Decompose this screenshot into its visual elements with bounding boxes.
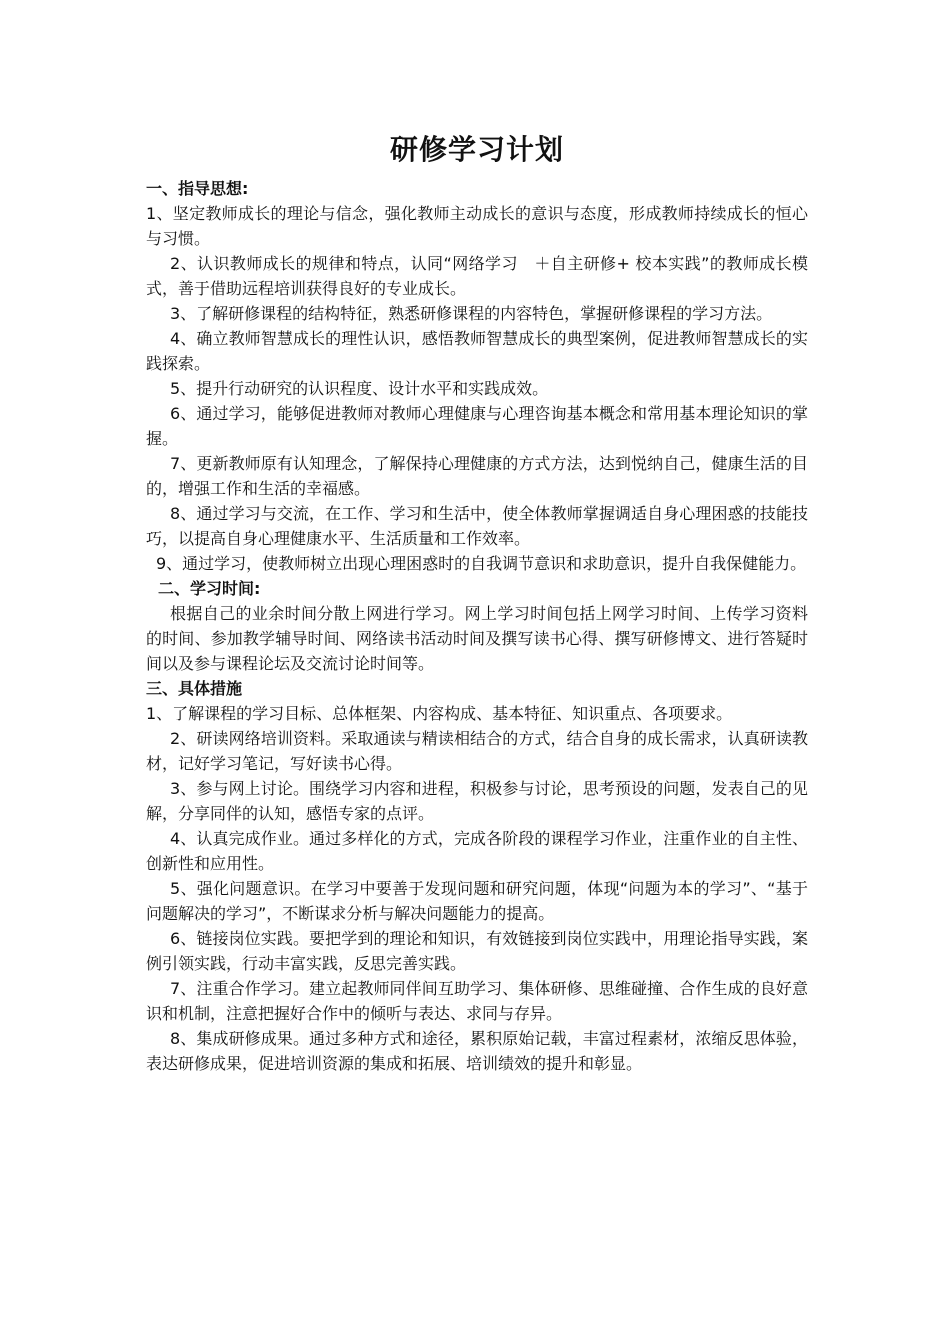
section-guiding-ideas [146, 176, 808, 576]
paragraph: 8、通过学习与交流，在工作、学习和生活中，使全体教师掌握调适自身心理困惑的技能技巧，以提高自身心理健康水平、生活质量和工作效率。 [146, 504, 808, 548]
paragraph: 5、提升行动研究的认识程度、设计水平和实践成效。 [170, 379, 549, 398]
section-heading: 三、具体措施 [146, 679, 243, 698]
section-heading: 二、学习时间: [158, 579, 261, 598]
paragraph: 7、更新教师原有认知理念，了解保持心理健康的方式方法，达到悦纳自己，健康生活的目的，增强工作和生活的幸福感。 [146, 454, 808, 498]
section-study-time [146, 576, 808, 676]
document-page [146, 128, 808, 1076]
paragraph: 8、集成研修成果。通过多种方式和途径，累积原始记载，丰富过程素材，浓缩反思体验，表达研修成果，促进培训资源的集成和拓展、培训绩效的提升和彰显。 [146, 1029, 808, 1073]
paragraph: 1、了解课程的学习目标、总体框架、内容构成、基本特征、知识重点、各项要求。 [146, 704, 733, 723]
paragraph: 7、注重合作学习。建立起教师同伴间互助学习、集体研修、思维碰撞、合作生成的良好意识和机制，注意把握好合作中的倾听与表达、求同与存异。 [146, 979, 808, 1023]
section-heading: 一、指导思想: [146, 179, 249, 198]
paragraph: 4、认真完成作业。通过多样化的方式，完成各阶段的课程学习作业，注重作业的自主性、创新性和应用性。 [146, 829, 808, 873]
paragraph: 1、坚定教师成长的理论与信念，强化教师主动成长的意识与态度，形成教师持续成长的恒心与习惯。 [146, 204, 808, 248]
section-measures [146, 676, 808, 1076]
paragraph: 2、认识教师成长的规律和特点，认同“网络学习 ＋自主研修+ 校本实践”的教师成长模式，善于借助远程培训获得良好的专业成长。 [146, 254, 808, 298]
document-title: 研修学习计划 [389, 133, 564, 166]
paragraph: 9、通过学习，使教师树立出现心理困惑时的自我调节意识和求助意识，提升自我保健能力。 [156, 554, 807, 573]
paragraph: 5、强化问题意识。在学习中要善于发现问题和研究问题，体现“问题为本的学习”、“基于问题解决的学习”，不断谋求分析与解决问题能力的提高。 [146, 879, 808, 923]
paragraph: 2、研读网络培训资料。采取通读与精读相结合的方式，结合自身的成长需求，认真研读教材，记好学习笔记，写好读书心得。 [146, 729, 808, 773]
paragraph: 3、了解研修课程的结构特征，熟悉研修课程的内容特色，掌握研修课程的学习方法。 [170, 304, 773, 323]
paragraph: 根据自己的业余时间分散上网进行学习。网上学习时间包括上网学习时间、上传学习资料的时间、参加教学辅导时间、网络读书活动时间及撰写读书心得、撰写研修博文、进行答疑时间以及参与课程论坛及交流讨论时间等。 [146, 604, 808, 673]
paragraph: 4、确立教师智慧成长的理性认识，感悟教师智慧成长的典型案例，促进教师智慧成长的实践探索。 [146, 329, 808, 373]
paragraph: 3、参与网上讨论。围绕学习内容和进程，积极参与讨论，思考预设的问题，发表自己的见解，分享同伴的认知，感悟专家的点评。 [146, 779, 808, 823]
paragraph: 6、通过学习，能够促进教师对教师心理健康与心理咨询基本概念和常用基本理论知识的掌握。 [146, 404, 808, 448]
paragraph: 6、链接岗位实践。要把学到的理论和知识，有效链接到岗位实践中，用理论指导实践，案例引领实践，行动丰富实践，反思完善实践。 [146, 929, 808, 973]
